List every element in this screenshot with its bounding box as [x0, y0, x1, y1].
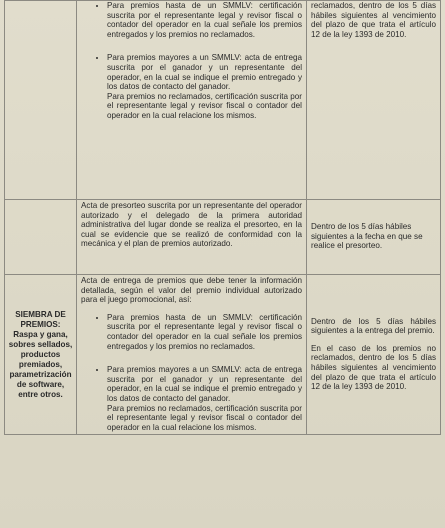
requirement-cell [77, 200, 307, 275]
category-cell-empty [5, 200, 77, 275]
requirement-cell [77, 1, 307, 200]
requirement-cell [77, 275, 307, 435]
table-row [5, 200, 441, 275]
category-label: SIEMBRA DE PREMIOS: Raspa y gana, sobres sellados, productos premiados, parametrización de software, entre otros. [8, 309, 73, 399]
requirement-text: Acta de presorteo suscrita por un representante del operador autorizado y el delegado de la primera autoridad administrativa del lugar donde se realiza el presorteo, en la cual se evidencie que se realizó de conformidad con la mecánica y el plan de premios autorizado. [81, 201, 302, 249]
category-cell [5, 275, 77, 435]
list-item [107, 53, 302, 120]
category-cell-empty [5, 1, 77, 200]
table-row [5, 1, 441, 200]
deadline-cell [307, 1, 441, 200]
list-item-text: Para premios no reclamados, certificación suscrita por el representante legal y revisor fiscal o contador del operador en la cual relacione los mismos. [107, 91, 302, 120]
requirement-intro: Acta de entrega de premios que debe tener la información detallada, según el valor del premio individual autorizado para el juego promocional, así: [81, 276, 302, 305]
deadline-text: Dentro de los 5 días hábiles siguientes a la entrega del premio. [311, 316, 436, 336]
requirement-list [81, 313, 302, 433]
list-item: • Para premios hasta de un SMMLV: certificación suscrita por el representante legal y revisor fiscal o contador del operador en la cual señale los premios entregados y los premios no reclamados. [107, 313, 302, 351]
deadline-cell [307, 275, 441, 435]
list-item-text: • Para premios mayores a un SMMLV: acta de entrega suscrita por el ganador y un representante del operador, en la cual se indique el premio entregado y los datos de contacto del ganador. [107, 53, 302, 92]
deadline-text: reclamados, dentro de los 5 días hábiles siguientes al vencimiento del plazo de que trata el artículo 12 de la ley 1393 de 2010. [311, 1, 436, 39]
requirement-list [81, 1, 302, 121]
list-item: • Para premios hasta de un SMMLV: certificación suscrita por el representante legal y revisor fiscal o contador del operador en la cual señale los premios entregados y los premios no reclamados. [107, 1, 302, 39]
deadline-cell [307, 200, 441, 275]
requirements-table [4, 0, 441, 435]
list-item-text: • Para premios mayores a un SMMLV: acta de entrega suscrita por el ganador y un representante del operador, en la cual se indique el premio entregado y los datos de contacto del ganador. [107, 365, 302, 403]
list-item [107, 365, 302, 432]
deadline-text: Dentro de los 5 días hábiles siguientes a la fecha en que se realice el presorteo. [311, 222, 423, 251]
list-item-text: Para premios no reclamados, certificación suscrita por el representante legal y revisor fiscal o contador del operador en la cual relacione los mismos. [107, 403, 302, 432]
deadline-text: En el caso de los premios no reclamados, dentro de los 5 días hábiles siguientes al vencimiento del plazo de que trata el artículo 12 de la ley 1393 de 2010. [311, 343, 436, 392]
table-row [5, 275, 441, 435]
